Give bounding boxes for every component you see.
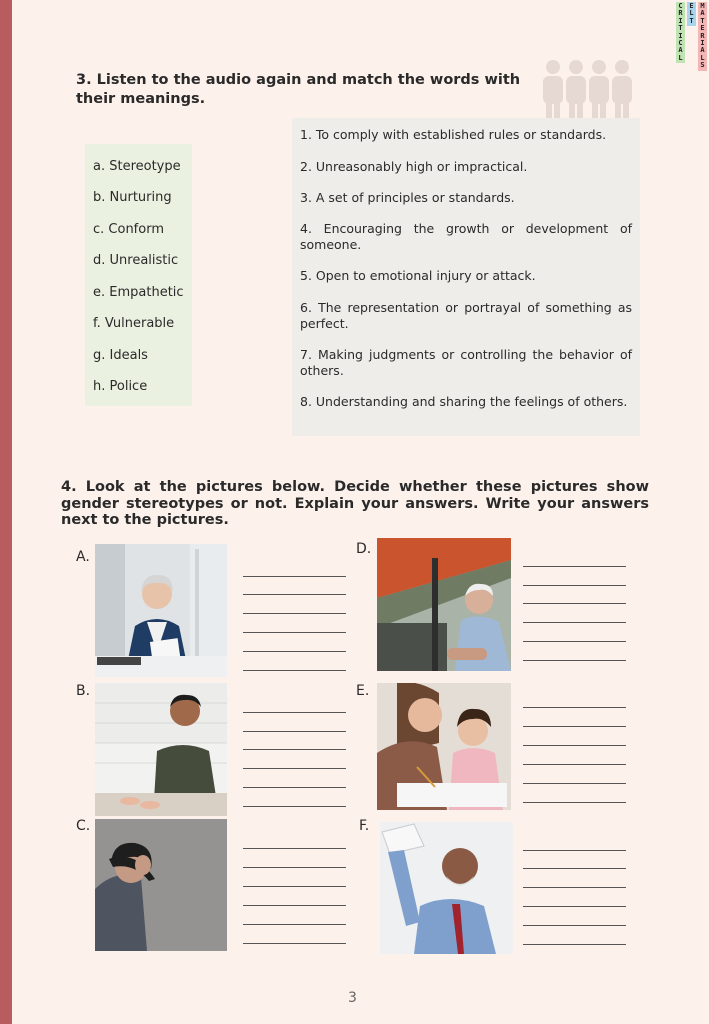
word-nurturing: b. Nurturing xyxy=(93,190,172,205)
answer-line-a-6[interactable] xyxy=(243,670,346,671)
word-unrealistic: d. Unrealistic xyxy=(93,253,179,268)
answer-line-e-1[interactable] xyxy=(523,707,626,708)
photo-c-distressed-woman xyxy=(95,819,227,951)
answer-line-b-1[interactable] xyxy=(243,712,346,713)
answer-line-f-4[interactable] xyxy=(523,906,626,907)
word-vulnerable: f. Vulnerable xyxy=(93,316,175,331)
answer-line-b-6[interactable] xyxy=(243,806,346,807)
answer-line-e-4[interactable] xyxy=(523,764,626,765)
answer-line-b-4[interactable] xyxy=(243,768,346,769)
answer-line-c-3[interactable] xyxy=(243,886,346,887)
meaning-4: 4. Encouraging the growth or development of someone. xyxy=(300,221,632,252)
answer-line-d-5[interactable] xyxy=(523,641,626,642)
page-number: 3 xyxy=(348,990,357,1006)
meaning-3: 3. A set of principles or standards. xyxy=(300,190,515,205)
answer-line-a-5[interactable] xyxy=(243,651,346,652)
answer-line-c-6[interactable] xyxy=(243,943,346,944)
answer-line-f-5[interactable] xyxy=(523,925,626,926)
exercise-4-title: 4. Look at the pictures below. Decide whether these pictures show gender stereotypes or not. Explain your answers. Write your answers next to the pictures. xyxy=(61,479,649,528)
answer-line-a-2[interactable] xyxy=(243,594,346,595)
people-group-icon xyxy=(537,58,637,126)
logo-elt: E L T xyxy=(687,2,696,26)
word-ideals: g. Ideals xyxy=(93,348,148,363)
photo-f-frustrated-man-papers xyxy=(380,822,513,954)
side-accent-bar xyxy=(0,0,12,1024)
answer-line-b-2[interactable] xyxy=(243,731,346,732)
answer-line-f-6[interactable] xyxy=(523,944,626,945)
word-police: h. Police xyxy=(93,379,148,394)
answer-line-d-3[interactable] xyxy=(523,603,626,604)
answer-line-e-3[interactable] xyxy=(523,745,626,746)
words-box xyxy=(85,144,192,406)
answer-line-f-1[interactable] xyxy=(523,850,626,851)
meaning-5: 5. Open to emotional injury or attack. xyxy=(300,268,536,283)
answer-line-d-1[interactable] xyxy=(523,566,626,567)
meaning-1: 1. To comply with established rules or standards. xyxy=(300,127,607,142)
photo-e-mother-daughter-homework xyxy=(377,683,511,810)
letter-c: C. xyxy=(76,818,91,834)
answer-line-c-4[interactable] xyxy=(243,905,346,906)
letter-a: A. xyxy=(76,549,90,565)
word-stereotype: a. Stereotype xyxy=(93,159,181,174)
photo-b-man-baking xyxy=(95,683,227,816)
answer-line-a-1[interactable] xyxy=(243,576,346,577)
answer-line-e-5[interactable] xyxy=(523,783,626,784)
critical-elt-materials-logo xyxy=(674,2,708,72)
answer-line-f-3[interactable] xyxy=(523,887,626,888)
meaning-8: 8. Understanding and sharing the feelings of others. xyxy=(300,394,628,409)
answer-line-d-2[interactable] xyxy=(523,585,626,586)
meaning-6: 6. The representation or portrayal of something as perfect. xyxy=(300,300,632,331)
answer-line-d-6[interactable] xyxy=(523,660,626,661)
answer-line-c-2[interactable] xyxy=(243,867,346,868)
answer-line-e-2[interactable] xyxy=(523,726,626,727)
meaning-2: 2. Unreasonably high or impractical. xyxy=(300,159,528,174)
answer-line-a-3[interactable] xyxy=(243,613,346,614)
meaning-7: 7. Making judgments or controlling the behavior of others. xyxy=(300,347,632,378)
answer-line-b-3[interactable] xyxy=(243,749,346,750)
answer-line-c-1[interactable] xyxy=(243,848,346,849)
letter-d: D. xyxy=(356,541,372,557)
letter-e: E. xyxy=(356,683,370,699)
letter-f: F. xyxy=(359,818,370,834)
logo-materials: M A T E R I A L S xyxy=(698,2,707,71)
answer-line-c-5[interactable] xyxy=(243,924,346,925)
answer-line-b-5[interactable] xyxy=(243,787,346,788)
word-empathetic: e. Empathetic xyxy=(93,285,184,300)
exercise-3-title: 3. Listen to the audio again and match the words with their meanings. xyxy=(76,72,521,107)
answer-line-a-4[interactable] xyxy=(243,632,346,633)
answer-line-e-6[interactable] xyxy=(523,802,626,803)
logo-critical: C R I T I C A L xyxy=(676,2,685,63)
word-conform: c. Conform xyxy=(93,222,164,237)
answer-line-d-4[interactable] xyxy=(523,622,626,623)
photo-a-businesswoman xyxy=(95,544,227,677)
answer-line-f-2[interactable] xyxy=(523,868,626,869)
photo-d-older-man-car-repair xyxy=(377,538,511,671)
letter-b: B. xyxy=(76,683,91,699)
